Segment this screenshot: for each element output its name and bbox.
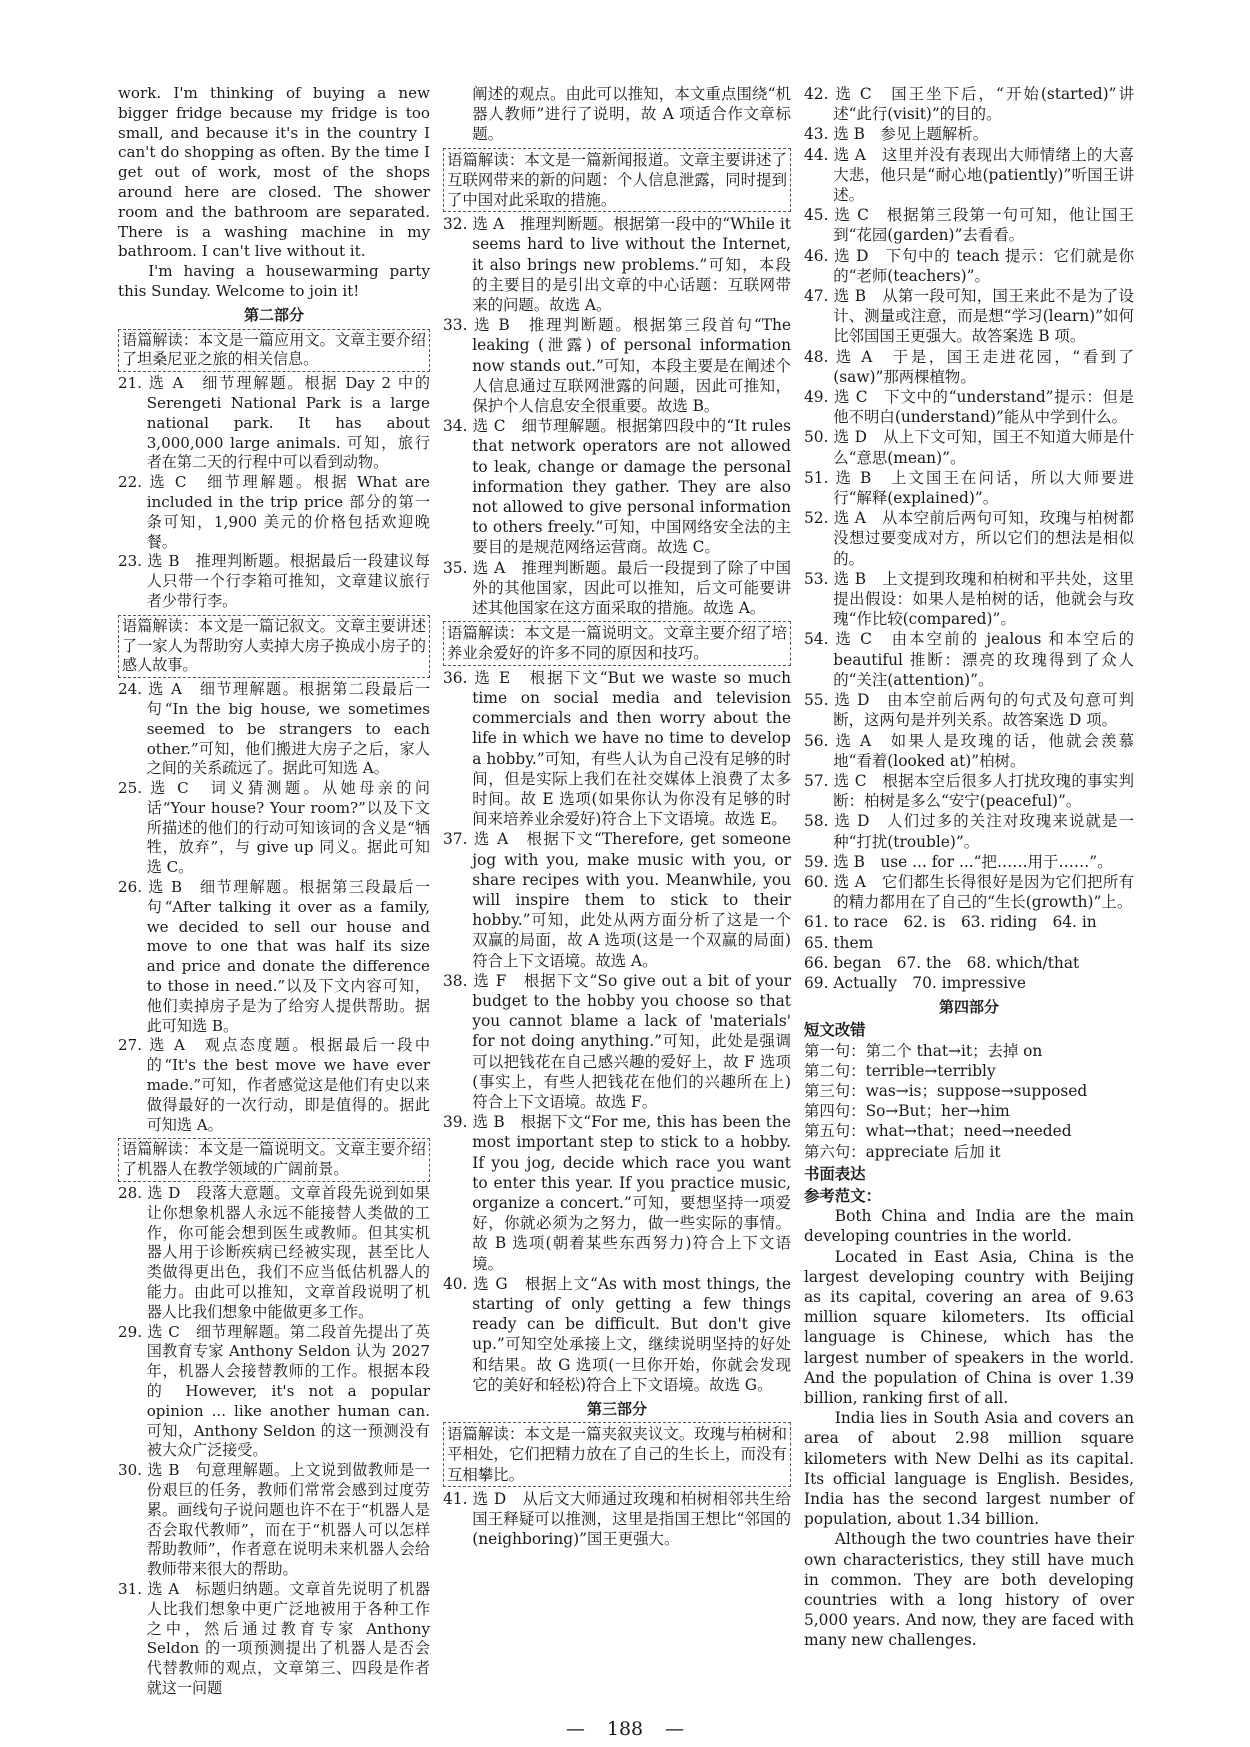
answer-item: 55. 选 D 由本空前后两句的句式及句意可判断，这两句是并列关系。故答案选 D 项。 (804, 691, 1134, 730)
answer-item: 27. 选 A 观点态度题。根据最后一段中的“It's the best move we have ever made.”可知，作者感觉这是他们有史以来做得最好的一次行动，即是值得的。据此可知选 A。 (118, 1036, 430, 1134)
answer-item: 23. 选 B 推理判断题。根据最后一段建议每人只带一个行李箱可推知，文章建议旅行者少带行李。 (118, 552, 430, 610)
answer-item: 52. 选 A 从本空前后两句可知，玫瑰与柏树都没想过要变成对方，所以它们的想法是相似的。 (804, 509, 1134, 568)
reading-summary-box: 语篇解读：本文是一篇记叙文。文章主要讲述了一家人为帮助穷人卖掉大房子换成小房子的感人故事。 (118, 615, 430, 678)
writing-title: 书面表达 (804, 1164, 866, 1183)
answer-item: 24. 选 A 细节理解题。根据第二段最后一句“In the big house, we sometimes seemed to be strangers to each other.”可知，他们搬进大房子之后，家人之间的关系疏远了。据此可知选 A。 (118, 680, 430, 778)
grammar-answers: 66. began 67. the 68. which/that (804, 953, 1080, 972)
page-footer (0, 1718, 1250, 1740)
answer-item: 46. 选 D 下句中的 teach 提示：它们就是你的“老师(teachers)”。 (804, 246, 1134, 285)
correction-line: 第五句：what→that；need→needed (804, 1122, 1072, 1141)
part3-heading: 第三部分 (586, 1400, 647, 1418)
reading-summary-box: 语篇解读：本文是一篇新闻报道。文章主要讲述了互联网带来的新的问题：个人信息泄露，同时提到了中国对此采取的措施。 (443, 148, 791, 213)
correction-line: 第二句：terrible→terribly (804, 1061, 996, 1080)
model-essay-title: 参考范文： (804, 1186, 881, 1205)
answer-item: 51. 选 B 上文国王在问话，所以大师要进行“解释(explained)”。 (804, 468, 1134, 508)
essay-paragraph: Located in East Asia, China is the largest developing country with Beijing as its capital, covering an area of 9.63 million square kilometers. Its official language is Chinese, which has the largest number of speakers in the world. And the population of China is over 1.39 billion, ranking first of all. (804, 1247, 1134, 1407)
correction-line: 第一句：第二个 that→it；去掉 on (804, 1041, 1043, 1060)
essay-paragraph: India lies in South Asia and covers an area of about 2.98 million square kilometers with New Delhi as its capital. Its official language is English. Besides, India has the second largest number of population, about 1.34 billion. (804, 1409, 1134, 1529)
answer-item: 28. 选 D 段落大意题。文章首段先说到如果让你想象机器人永远不能接替人类做的工作，你可能会想到医生或教师。但其实机器人用于诊断疾病已经被实现，甚至比人类做得更出色，我们不应当低估机器人的能力。由此可以推知，文章首段说明了机器人比我们想象中能做更多工作。 (118, 1184, 430, 1321)
answer-item: 45. 选 C 根据第三段第一句可知，他让国王到“花园(garden)”去看看。 (804, 206, 1134, 245)
answer-item: 25. 选 C 词义猜测题。从她母亲的问话“Your house? Your room?”以及下文所描述的他们的行动可知该词的含义是“牺牲，放弃”，与 give up 同义。据此可知选 C。 (118, 779, 430, 877)
answer-continuation: 阐述的观点。由此可以推知，本文重点围绕“机器人教师”进行了说明，故 A 项适合作文章标题。 (472, 85, 791, 144)
answer-item: 35. 选 A 推理判断题。最后一段提到了除了中国外的其他国家，因此可以推知，后文可能要讲述其他国家在这方面采取的措施。故选 A。 (443, 558, 791, 618)
answer-item: 32. 选 A 推理判断题。根据第一段中的“While it seems hard to live without the Internet, it also brings new problems.”可知，本段的主要目的是引出文章的中心话题：互联网带来的问题。故选 A。 (443, 215, 791, 315)
answer-item: 56. 选 A 如果人是玫瑰的话，他就会羡慕地“看着(looked at)”柏树。 (804, 731, 1134, 770)
column-2 (443, 84, 791, 1549)
reading-summary-box: 语篇解读：本文是一篇说明文。文章主要介绍了培养业余爱好的许多不同的原因和技巧。 (443, 621, 791, 665)
answer-item: 36. 选 E 根据下文“But we waste so much time on social media and television commercials and then worry about the life in which we have no time to develop a hobby.”可知，有些人认为自己没有足够的时间，但是实际上我们在社交媒体上浪费了太多时间。故 E 选项(如果你认为你没有足够的时间来培养业余爱好)符合上下文语境。故选 E。 (443, 668, 791, 829)
answer-item: 29. 选 C 细节理解题。第二段首先提出了英国教育专家 Anthony Seldon 认为 2027 年，机器人会接替教师的工作。根据本段的 However, it's not a popular opinion ... like another human can. 可知，Anthony Seldon 的这一预测没有被大众广泛接受。 (118, 1322, 430, 1460)
answer-item: 41. 选 D 从后文大师通过玫瑰和柏树相邻共生给国王释疑可以推测，这里是指国王想比“邻国的(neighboring)”国王更强大。 (443, 1489, 791, 1549)
answer-item: 49. 选 C 下文中的“understand”提示：但是他不明白(understand)”能从中学到什么。 (804, 388, 1134, 427)
answer-item: 59. 选 B use ... for ...“把……用于……”。 (804, 852, 1113, 871)
answer-item: 57. 选 C 根据本空后很多人打扰玫瑰的事实判断：柏树是多么“安宁(peaceful)”。 (804, 771, 1134, 811)
reading-summary-box: 语篇解读：本文是一篇说明文。文章主要介绍了机器人在教学领域的广阔前景。 (118, 1138, 430, 1182)
answer-item: 47. 选 B 从第一段可知，国王来此不是为了设计、测量或注意，而是想“学习(learn)”如何比邻国国王更强大。故答案选 B 项。 (804, 287, 1134, 346)
answer-item: 21. 选 A 细节理解题。根据 Day 2 中的 Serengeti National Park is a large national park. It has about 3,000,000 large animals. 可知，旅行者在第二天的行程中可以看到动物。 (118, 374, 430, 472)
answer-item: 34. 选 C 细节理解题。根据第四段中的“It rules that network operators are not allowed to leak, change or damage the personal information they gather. They are also not allowed to give personal information to others freely.”可知，中国网络安全法的主要目的是规范网络运营商。故选 C。 (443, 417, 791, 557)
answer-item: 53. 选 B 上文提到玫瑰和柏树和平共处，这里提出假设：如果人是柏树的话，他就会与玫瑰“作比较(compared)”。 (804, 569, 1134, 629)
answer-item: 22. 选 C 细节理解题。根据 What are included in the trip price 部分的第一条可知，1,900 美元的价格包括欢迎晚餐。 (118, 473, 430, 551)
part2-heading: 第二部分 (243, 305, 304, 324)
answer-item: 26. 选 B 细节理解题。根据第三段最后一句“After talking it over as a family, we decided to sell our house and move to one that was half its size and price and donate the difference to those in need.”以及下文内容可知，他们卖掉房子是为了给穷人提供帮助。据此可知选 B。 (118, 878, 430, 1035)
answer-item: 58. 选 D 人们过多的关注对玫瑰来说就是一种“打扰(trouble)”。 (804, 812, 1134, 851)
correction-title: 短文改错 (804, 1021, 866, 1040)
column-3 (804, 84, 1134, 1651)
answer-item: 39. 选 B 根据下文“For me, this has been the most important step to stick to a hobby. If you jog, decide which race you want to enter this year. If you practice music, organize a concert.”可知，要想坚持一项爱好，你就必须为之努力，做一些实际的事情。故 B 选项(朝着某些东西努力)符合上下文语境。 (443, 1113, 791, 1273)
essay-paragraph: Both China and India are the main developing countries in the world. (804, 1207, 1134, 1246)
answer-item: 30. 选 B 句意理解题。上文说到做教师是一份艰巨的任务，教师们常常会感到过度劳累。画线句子说问题也许不在于“机器人是否会取代教师”，而在于“机器人可以怎样帮助教师”，作者意在说明未来机器人会给教师带来很大的帮助。 (118, 1461, 430, 1579)
answer-item: 54. 选 C 由本空前的 jealous 和本空后的 beautiful 推断：漂亮的玫瑰得到了众人的“关注(attention)”。 (804, 630, 1134, 689)
answer-item: 31. 选 A 标题归纳题。文章首先说明了机器人比我们想象中更广泛地被用于各种工作之中，然后通过教育专家 Anthony Seldon 的一项预测提出了机器人是否会代替教师的观点，文章第三、四段是作者就这一问题 (118, 1579, 430, 1697)
answer-item: 43. 选 B 参见上题解析。 (804, 125, 989, 144)
grammar-answers: 61. to race 62. is 63. riding 64. in 65. them (804, 913, 1113, 952)
reading-summary-box: 语篇解读：本文是一篇应用文。文章主要介绍了坦桑尼亚之旅的相关信息。 (118, 329, 430, 373)
letter-end: work. I'm thinking of buying a new bigger fridge because my fridge is too small, and because it's in the country I can't do shopping as often. By the time I get out of work, most of the shops around here are closed. The shower room and the bathroom are separated. There is a washing machine in my bathroom. I can't live without it. (118, 84, 430, 261)
footer-dash-right: — (665, 1718, 685, 1740)
column-1 (118, 84, 430, 1699)
footer-dash-left: — (565, 1718, 585, 1740)
page-number: 188 (606, 1718, 644, 1740)
answer-item: 42. 选 C 国王坐下后，“开始(started)”讲述“此行(visit)”的目的。 (804, 85, 1134, 124)
answer-item: 44. 选 A 这里并没有表现出大师情绪上的大喜大悲，他只是“耐心地(patiently)”听国王讲述。 (804, 145, 1134, 205)
essay-paragraph: Although the two countries have their own characteristics, they still have much in common. They are both developing countries with a long history of over 5,000 years. And now, they are faced with many new challenges. (804, 1530, 1134, 1650)
part4-heading: 第四部分 (938, 998, 999, 1017)
answer-item: 37. 选 A 根据下文“Therefore, get someone jog with you, make music with you, or share recipes with you. Meanwhile, you will inspire them to stick to their hobby.”可知，此处从两方面分析了这是一个双赢的局面，故 A 选项(这是一个双赢的局面)符合上下文语境。故选 A。 (443, 830, 791, 970)
grammar-answers: 69. Actually 70. impressive (804, 973, 1027, 992)
answer-item: 33. 选 B 推理判断题。根据第三段首句“The leaking (泄露) of personal information now stands out.”可知，本段主要是在阐述个人信息通过互联网泄露的问题，因此可推知，保护个人信息安全很重要。故选 B。 (443, 316, 791, 416)
reading-summary-box: 语篇解读：本文是一篇夹叙夹议文。玫瑰与柏树和平相处，它们把精力放在了自己的生长上，而没有互相攀比。 (443, 1422, 791, 1487)
answer-item: 60. 选 A 它们都生长得很好是因为它们把所有的精力都用在了自己的“生长(growth)”上。 (804, 872, 1134, 912)
correction-line: 第四句：So→But；her→him (804, 1102, 1010, 1121)
answer-item: 50. 选 D 从上下文可知，国王不知道大师是什么“意思(mean)”。 (804, 428, 1134, 467)
answer-item: 40. 选 G 根据上文“As with most things, the starting of only getting a few things ready can be difficult. But don't give up.”可知空处承接上文，继续说明坚持的好处和结果。故 G 选项(一旦你开始，你就会发现它的美好和轻松)符合上下文语境。故选 G。 (443, 1274, 791, 1394)
letter-close: I'm having a housewarming party this Sunday. Welcome to join it! (118, 262, 430, 300)
correction-line: 第三句：was→is；suppose→supposed (804, 1081, 1088, 1100)
correction-line: 第六句：appreciate 后加 it (804, 1142, 1001, 1161)
answer-item: 48. 选 A 于是，国王走进花园，“看到了(saw)”那两棵植物。 (804, 347, 1134, 386)
answer-item: 38. 选 F 根据下文“So give out a bit of your budget to the hobby you choose so that you cannot blame a lack of 'materials' for not doing anything.”可知，此处是强调可以把钱花在自己感兴趣的爱好上，故 F 选项(事实上，有些人把钱花在他们的兴趣所在上)符合上下文语境。故选 F。 (443, 971, 791, 1111)
